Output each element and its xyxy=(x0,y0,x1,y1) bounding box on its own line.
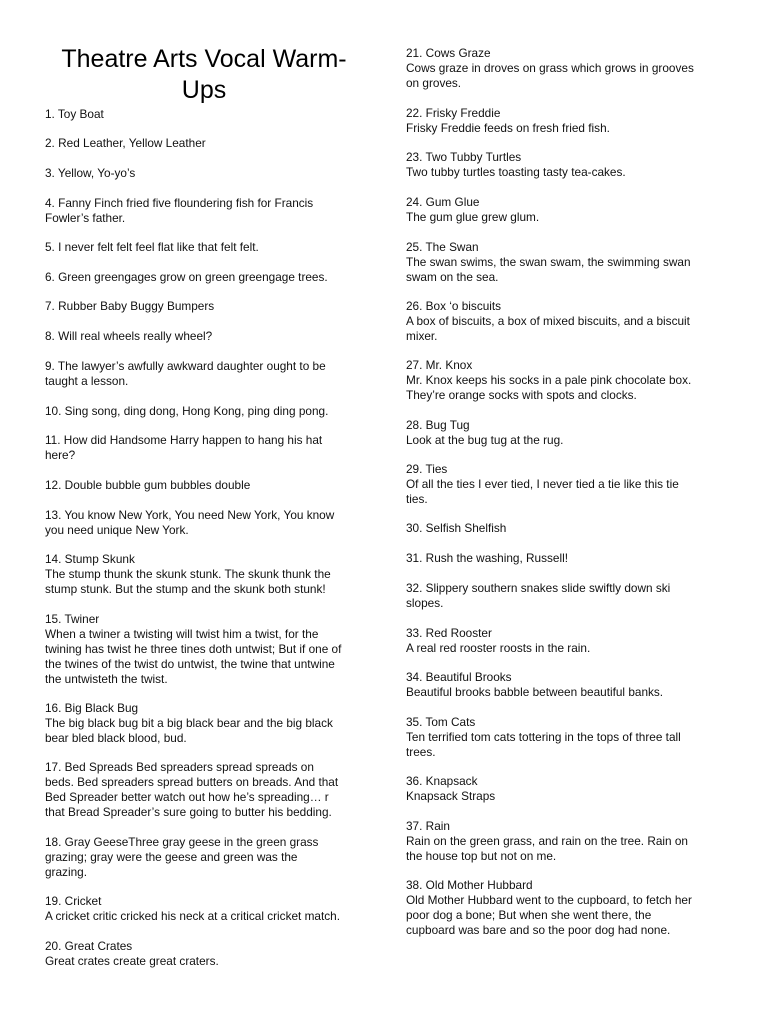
list-item: 37. Rain Rain on the green grass, and rain on the tree. Rain on the house top but not on me. xyxy=(406,819,688,863)
list-item: 11. How did Handsome Harry happen to hang his hat here? xyxy=(45,433,323,462)
list-item: 2. Red Leather, Yellow Leather xyxy=(45,136,206,150)
list-item: 33. Red Rooster A real red rooster roosts in the rain. xyxy=(406,626,591,655)
list-item: 36. Knapsack Knapsack Straps xyxy=(406,774,496,803)
list-item: 1. Toy Boat xyxy=(45,107,104,121)
list-item: 32. Slippery southern snakes slide swiftly down ski slopes. xyxy=(406,581,671,610)
list-item: 16. Big Black Bug The big black bug bit a big black bear and the big black bear bled black blood, bud. xyxy=(45,701,333,745)
page-title: Theatre Arts Vocal Warm-Ups xyxy=(61,45,347,104)
list-item: 34. Beautiful Brooks Beautiful brooks babble between beautiful banks. xyxy=(406,670,664,699)
list-item: 6. Green greengages grow on green greengage trees. xyxy=(45,270,328,284)
list-item: 9. The lawyer’s awfully awkward daughter ought to be taught a lesson. xyxy=(45,359,326,388)
list-item: 27. Mr. Knox Mr. Knox keeps his socks in a pale pink chocolate box. They’re orange socks with spots and clocks. xyxy=(406,358,692,402)
list-item: 24. Gum Glue The gum glue grew glum. xyxy=(406,195,540,224)
list-item: 8. Will real wheels really wheel? xyxy=(45,329,213,343)
list-item: 17. Bed Spreads Bed spreaders spread spreads on beds. Bed spreaders spread butters on breads. And that Bed Spreader better watch out how he’s spreading… r that Bread Spreader’s sure going to butter his bedding. xyxy=(45,760,339,819)
list-item: 15. Twiner When a twiner a twisting will twist him a twist, for the twining has twist he three tines doth untwist; But if one of the twines of the twist do untwist, the twine that untwine the untwisteth the twist. xyxy=(45,612,342,686)
list-item: 30. Selfish Shelfish xyxy=(406,521,507,535)
list-item: 12. Double bubble gum bubbles double xyxy=(45,478,251,492)
list-item: 19. Cricket A cricket critic cricked his neck at a critical cricket match. xyxy=(45,894,340,923)
list-item: 35. Tom Cats Ten terrified tom cats tottering in the tops of three tall trees. xyxy=(406,715,681,759)
list-item: 13. You know New York, You need New York, You know you need unique New York. xyxy=(45,508,335,537)
list-item: 22. Frisky Freddie Frisky Freddie feeds on fresh fried fish. xyxy=(406,106,610,135)
list-item: 31. Rush the washing, Russell! xyxy=(406,551,568,565)
list-item: 38. Old Mother Hubbard Old Mother Hubbard went to the cupboard, to fetch her poor dog a bone; But when she went there, the cupboard was bare and so the poor dog had none. xyxy=(406,878,692,937)
list-item: 18. Gray GeeseThree gray geese in the green grass grazing; gray were the geese and green was the grazing. xyxy=(45,835,319,879)
list-item: 28. Bug Tug Look at the bug tug at the rug. xyxy=(406,418,564,447)
list-item: 4. Fanny Finch fried five floundering fish for Francis Fowler’s father. xyxy=(45,196,314,225)
list-item: 25. The Swan The swan swims, the swan swam, the swimming swan swam on the sea. xyxy=(406,240,691,284)
list-item: 3. Yellow, Yo-yo’s xyxy=(45,166,136,180)
list-item: 29. Ties Of all the ties I ever tied, I never tied a tie like this tie ties. xyxy=(406,462,679,506)
list-item: 23. Two Tubby Turtles Two tubby turtles toasting tasty tea-cakes. xyxy=(406,150,626,179)
list-item: 10. Sing song, ding dong, Hong Kong, ping ding pong. xyxy=(45,404,329,418)
list-item: 7. Rubber Baby Buggy Bumpers xyxy=(45,299,215,313)
list-item: 14. Stump Skunk The stump thunk the skunk stunk. The skunk thunk the stump stunk. But the stump and the skunk both stunk! xyxy=(45,552,331,596)
list-item: 20. Great Crates Great crates create great craters. xyxy=(45,939,219,968)
list-item: 21. Cows Graze Cows graze in droves on grass which grows in grooves on groves. xyxy=(406,46,694,90)
list-item: 26. Box ‘o biscuits A box of biscuits, a box of mixed biscuits, and a biscuit mixer. xyxy=(406,299,690,343)
list-item: 5. I never felt felt feel flat like that felt felt. xyxy=(45,240,259,254)
